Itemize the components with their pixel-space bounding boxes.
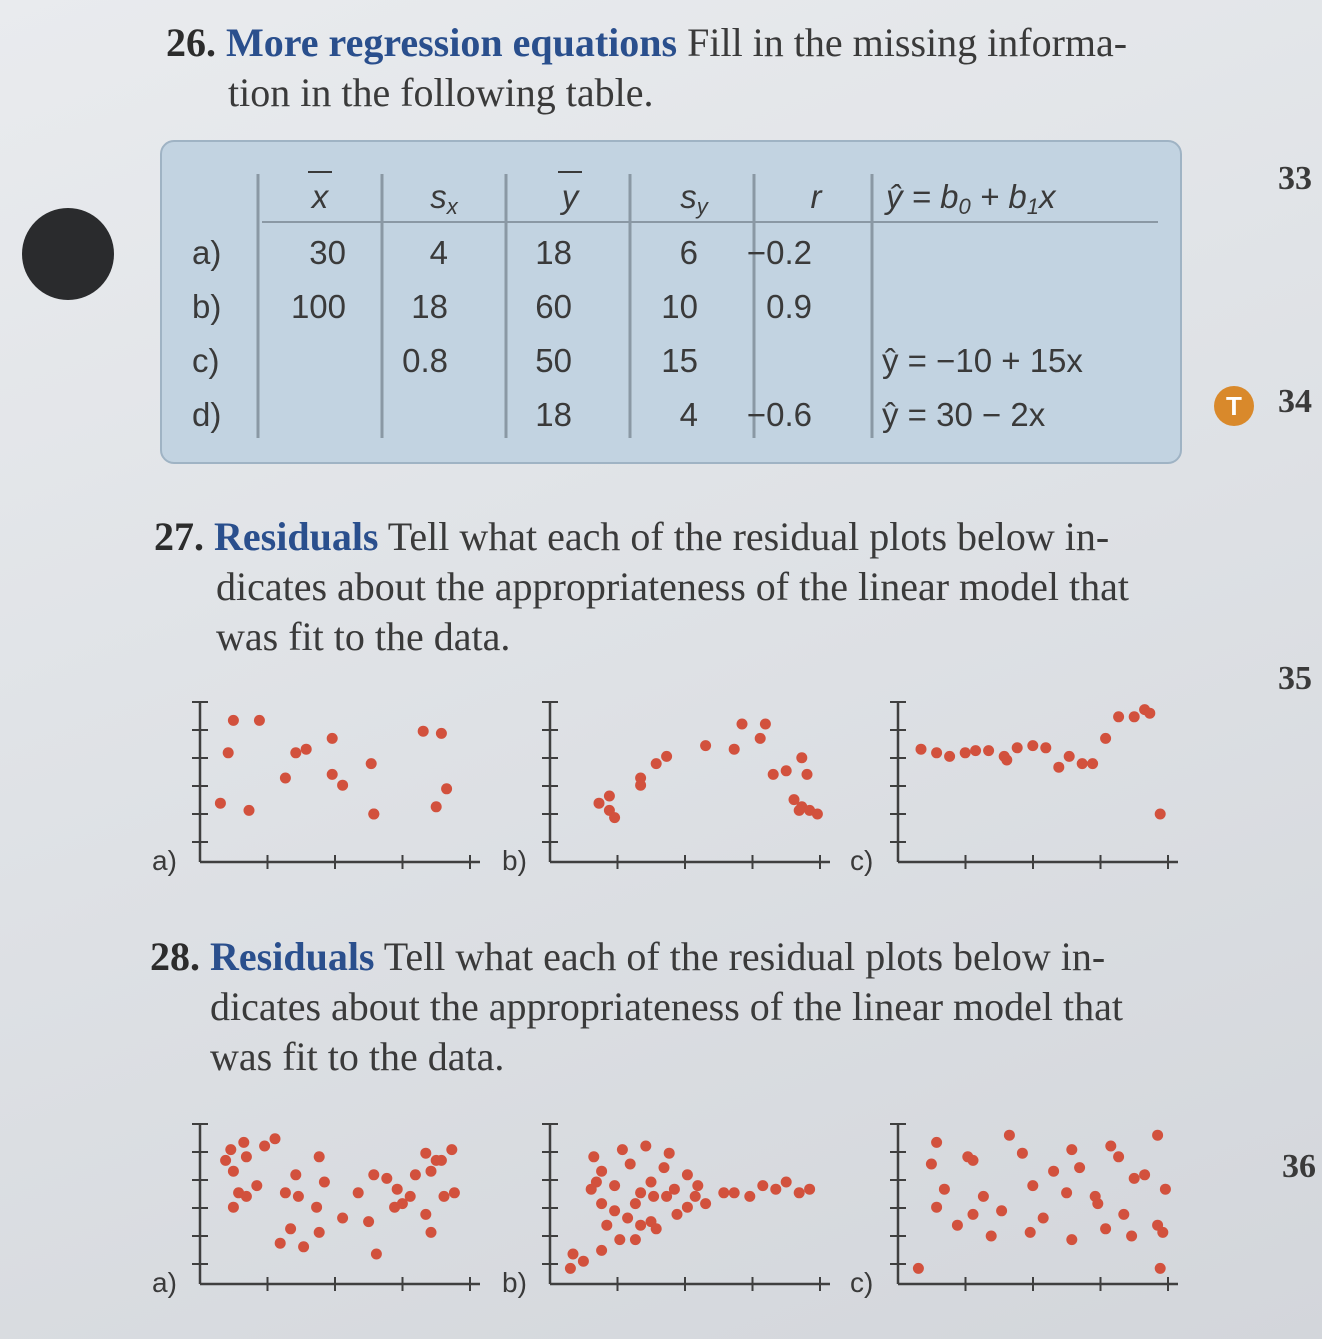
residual-point (968, 1209, 979, 1220)
residual-point (275, 1238, 286, 1249)
residual-point (1066, 1234, 1077, 1245)
plot-label: c) (850, 845, 874, 876)
problem-text: Tell what each of the residual plots below in- (374, 934, 1106, 979)
residual-point (251, 1180, 262, 1191)
table-cell-equation: ŷ = 30 − 2x (882, 396, 1046, 433)
problem-title: More regression equations (226, 20, 678, 65)
residual-point (960, 747, 971, 758)
residual-point (381, 1173, 392, 1184)
residual-point (744, 1191, 755, 1202)
residual-point (986, 1231, 997, 1242)
residual-point (983, 745, 994, 756)
residual-point (651, 1223, 662, 1234)
residual-point (301, 744, 312, 755)
residual-point (768, 769, 779, 780)
table-cell-sx: 0.8 (402, 342, 448, 379)
residual-point (314, 1151, 325, 1162)
residual-point (1113, 711, 1124, 722)
residual-point (368, 809, 379, 820)
table-row-label: d) (192, 396, 222, 433)
residual-point (337, 780, 348, 791)
header-equation: ŷ = b0 + b1x (886, 178, 1056, 219)
residual-point (280, 1187, 291, 1198)
residual-point (392, 1184, 403, 1195)
residual-point (578, 1256, 589, 1267)
residual-point (446, 1144, 457, 1155)
residual-point (591, 1177, 602, 1188)
residual-point (609, 1180, 620, 1191)
residual-point (410, 1169, 421, 1180)
table-cell-sy: 15 (661, 342, 698, 379)
problem-text: Fill in the missing informa- (677, 20, 1128, 65)
residual-point (781, 1177, 792, 1188)
header-r: r (810, 178, 822, 215)
residual-point (1100, 733, 1111, 744)
table-row-label: a) (192, 234, 222, 271)
table-row-label: c) (192, 342, 220, 379)
plot-label: c) (850, 1267, 874, 1298)
residual-point (664, 1148, 675, 1159)
header-sy: sy (680, 178, 708, 219)
residual-point (1066, 1144, 1077, 1155)
residual-point (1139, 1169, 1150, 1180)
problem-28-line1 (150, 932, 1123, 982)
margin-number: 33 (1278, 160, 1312, 197)
residual-point (970, 745, 981, 756)
residual-point (648, 1191, 659, 1202)
residual-point (431, 801, 442, 812)
residual-point (796, 752, 807, 763)
residual-point (794, 1187, 805, 1198)
residual-point (1126, 1231, 1137, 1242)
residual-point (228, 1202, 239, 1213)
residual-point (1157, 1227, 1168, 1238)
residual-point (1118, 1209, 1129, 1220)
residual-point (418, 726, 429, 737)
margin-number: 34 (1278, 383, 1312, 420)
residual-point (241, 1191, 252, 1202)
residual-point (1129, 711, 1140, 722)
table-cell-r: 0.9 (766, 288, 812, 325)
table-cell-r: −0.2 (746, 234, 812, 271)
residual-point (220, 1155, 231, 1166)
residual-point (293, 1191, 304, 1202)
header-xbar: x (311, 178, 329, 215)
residual-point (254, 715, 265, 726)
residual-point (682, 1202, 693, 1213)
problem-27-line1 (154, 512, 1129, 562)
residual-point (1001, 755, 1012, 766)
residual-plot-28a (150, 1112, 490, 1302)
residual-point (718, 1187, 729, 1198)
residual-point (441, 783, 452, 794)
residual-point (327, 769, 338, 780)
residual-point (259, 1141, 270, 1152)
residual-point (617, 1144, 628, 1155)
residual-point (241, 1151, 252, 1162)
residual-point (931, 1202, 942, 1213)
problem-text: was fit to the data. (210, 1034, 505, 1079)
residual-point (449, 1187, 460, 1198)
binder-hole (22, 208, 114, 300)
residual-point (770, 1184, 781, 1195)
residual-point (270, 1133, 281, 1144)
residual-point (1012, 742, 1023, 753)
residual-point (436, 728, 447, 739)
residual-point (646, 1177, 657, 1188)
residual-point (1064, 751, 1075, 762)
residual-point (1155, 1263, 1166, 1274)
residual-point (596, 1245, 607, 1256)
problem-text: tion in the following table. (228, 70, 654, 115)
problem-26 (166, 18, 1127, 118)
residual-point (596, 1198, 607, 1209)
residual-point (285, 1223, 296, 1234)
residual-point (565, 1263, 576, 1274)
residual-point (1038, 1213, 1049, 1224)
residual-point (630, 1234, 641, 1245)
residual-point (594, 798, 605, 809)
residual-point (729, 744, 740, 755)
residual-point (215, 798, 226, 809)
residual-point (223, 747, 234, 758)
residual-point (420, 1148, 431, 1159)
residual-point (794, 805, 805, 816)
residual-point (757, 1180, 768, 1191)
residual-point (1027, 740, 1038, 751)
residual-point (436, 1155, 447, 1166)
residual-point (635, 1220, 646, 1231)
table-cell-ybar: 60 (535, 288, 572, 325)
residual-point (682, 1169, 693, 1180)
residual-point (368, 1169, 379, 1180)
residual-point (1040, 742, 1051, 753)
residual-point (298, 1241, 309, 1252)
residual-point (238, 1137, 249, 1148)
table-cell-r: −0.6 (746, 396, 812, 433)
residual-point (640, 1141, 651, 1152)
residual-point (700, 740, 711, 751)
residual-point (366, 758, 377, 769)
residual-point (604, 791, 615, 802)
residual-point (397, 1198, 408, 1209)
residual-plot-27c (848, 690, 1188, 880)
residual-point (588, 1151, 599, 1162)
residual-point (1027, 1180, 1038, 1191)
residual-point (1077, 758, 1088, 769)
residual-point (614, 1234, 625, 1245)
residual-point (1061, 1187, 1072, 1198)
plot-label: b) (502, 845, 527, 876)
residual-point (426, 1166, 437, 1177)
residual-point (669, 1184, 680, 1195)
residual-point (760, 719, 771, 730)
table-cell-ybar: 18 (535, 396, 572, 433)
residual-point (420, 1209, 431, 1220)
plot-label: b) (502, 1267, 527, 1298)
residual-point (319, 1177, 330, 1188)
residual-point (729, 1187, 740, 1198)
residual-point (1048, 1166, 1059, 1177)
residual-point (314, 1227, 325, 1238)
table-cell-xbar: 30 (309, 234, 346, 271)
header-ybar: y (561, 178, 579, 215)
residual-point (371, 1249, 382, 1260)
residual-point (1004, 1130, 1015, 1141)
residual-point (952, 1220, 963, 1231)
residual-point (363, 1216, 374, 1227)
residual-point (672, 1209, 683, 1220)
residual-point (789, 794, 800, 805)
residual-point (280, 773, 291, 784)
residual-plot-28c (848, 1112, 1188, 1302)
residual-point (781, 765, 792, 776)
table-cell-sx: 4 (429, 234, 448, 271)
regression-table-grid (162, 142, 1180, 462)
residual-point (939, 1184, 950, 1195)
residual-point (944, 751, 955, 762)
problem-text: Tell what each of the residual plots below in- (378, 514, 1110, 559)
regression-table (160, 140, 1182, 464)
table-row-label: b) (192, 288, 222, 325)
plot-label: a) (152, 1267, 177, 1298)
residual-point (755, 733, 766, 744)
residual-point (802, 769, 813, 780)
residual-point (635, 780, 646, 791)
residual-point (931, 1137, 942, 1148)
residual-point (916, 744, 927, 755)
residual-point (439, 1191, 450, 1202)
residual-point (244, 805, 255, 816)
residual-point (651, 758, 662, 769)
plot-label: a) (152, 845, 177, 876)
t-badge-icon: T (1214, 386, 1254, 426)
residual-point (635, 1187, 646, 1198)
residual-point (1105, 1141, 1116, 1152)
residual-point (596, 1166, 607, 1177)
table-cell-sy: 6 (679, 234, 698, 271)
table-cell-sy: 10 (661, 288, 698, 325)
problem-title: Residuals (214, 514, 379, 559)
problem-28 (150, 932, 1123, 1082)
table-cell-ybar: 18 (535, 234, 572, 271)
residual-point (327, 733, 338, 744)
residual-point (1152, 1130, 1163, 1141)
problem-27 (154, 512, 1129, 662)
residual-point (1087, 758, 1098, 769)
residual-point (690, 1191, 701, 1202)
residual-point (661, 751, 672, 762)
table-cell-sy: 4 (679, 396, 698, 433)
residual-point (659, 1162, 670, 1173)
residual-plot-28b (500, 1112, 840, 1302)
problem-title: Residuals (210, 934, 375, 979)
residual-point (609, 812, 620, 823)
table-cell-xbar: 100 (290, 288, 346, 325)
problem-text: dicates about the appropriateness of the linear model that (216, 564, 1130, 609)
margin-number: 36 (1282, 1148, 1316, 1185)
residual-point (996, 1205, 1007, 1216)
residual-point (290, 747, 301, 758)
table-cell-equation: ŷ = −10 + 15x (882, 342, 1083, 379)
residual-point (630, 1198, 641, 1209)
residual-point (804, 1184, 815, 1195)
residual-point (228, 715, 239, 726)
residual-point (1074, 1162, 1085, 1173)
table-cell-sx: 18 (411, 288, 448, 325)
residual-point (812, 809, 823, 820)
residual-point (1113, 1151, 1124, 1162)
residual-point (601, 1220, 612, 1231)
residual-point (931, 747, 942, 758)
residual-plot-27a (150, 690, 490, 880)
residual-point (1155, 809, 1166, 820)
table-cell-ybar: 50 (535, 342, 572, 379)
header-sx: sx (430, 178, 458, 219)
residual-point (926, 1159, 937, 1170)
residual-point (968, 1155, 979, 1166)
residual-point (1025, 1227, 1036, 1238)
residual-point (700, 1198, 711, 1209)
problem-number: 28. (150, 934, 200, 979)
residual-point (311, 1202, 322, 1213)
residual-point (692, 1180, 703, 1191)
residual-point (568, 1249, 579, 1260)
residual-point (1144, 708, 1155, 719)
residual-point (625, 1159, 636, 1170)
residual-point (1100, 1223, 1111, 1234)
residual-point (225, 1144, 236, 1155)
problem-26-line1 (166, 18, 1127, 68)
residual-point (737, 719, 748, 730)
residual-point (290, 1169, 301, 1180)
residual-point (337, 1213, 348, 1224)
residual-point (228, 1166, 239, 1177)
residual-point (1053, 762, 1064, 773)
residual-point (978, 1191, 989, 1202)
residual-point (426, 1227, 437, 1238)
residual-point (1129, 1173, 1140, 1184)
residual-point (1160, 1184, 1171, 1195)
problem-text: was fit to the data. (216, 614, 511, 659)
residual-point (353, 1187, 364, 1198)
problem-text: dicates about the appropriateness of the linear model that (210, 984, 1124, 1029)
residual-point (1092, 1198, 1103, 1209)
residual-point (609, 1205, 620, 1216)
problem-number: 26. (166, 20, 216, 65)
residual-point (913, 1263, 924, 1274)
residual-point (1017, 1148, 1028, 1159)
residual-plot-27b (500, 690, 840, 880)
problem-number: 27. (154, 514, 204, 559)
margin-number: 35 (1278, 660, 1312, 697)
residual-point (622, 1213, 633, 1224)
